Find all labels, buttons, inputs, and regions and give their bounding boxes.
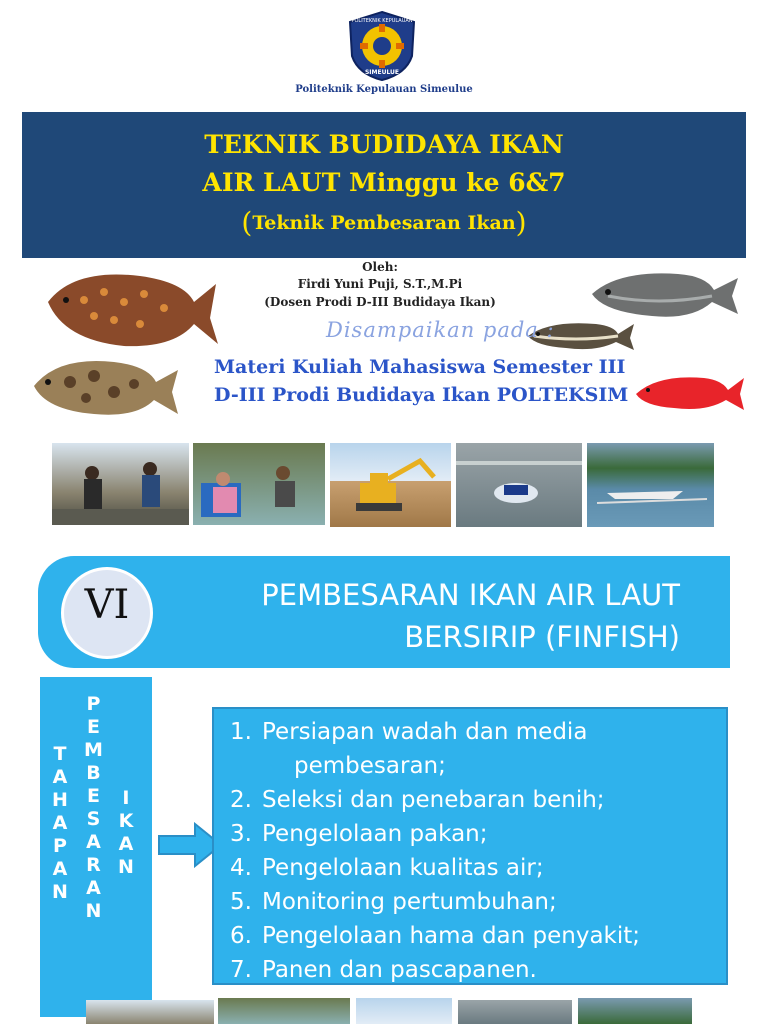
side-word-ikan: I K A N <box>118 787 134 878</box>
photo-pond-workers <box>193 443 325 525</box>
photo-excavator <box>330 443 451 527</box>
photo-pond-bottom <box>218 998 350 1024</box>
title-line-3 <box>22 206 746 239</box>
photo-boat <box>587 443 714 527</box>
side-word-pembesaran: P E M B E S A R A N <box>84 693 103 922</box>
list-item: 6. Pengelolaan hama dan penyakit; <box>230 923 641 949</box>
seabass-fish-image <box>588 266 740 322</box>
steps-list <box>230 715 640 987</box>
red-snapper-image <box>634 372 746 412</box>
photo-aerators <box>456 443 582 527</box>
side-vertical-label <box>40 677 152 1017</box>
list-item: 2. Seleksi dan penebaran benih; <box>230 787 605 813</box>
section-title-line-2: BERSIRIP (FINFISH) <box>404 620 680 654</box>
tiger-grouper-image <box>30 352 180 422</box>
photo-fishermen-bottom <box>86 1000 214 1024</box>
list-item: 5. Monitoring pertumbuhan; <box>230 889 557 915</box>
list-item: 3. Pengelolaan pakan; <box>230 821 488 847</box>
title-banner <box>22 112 746 258</box>
photo-fishermen <box>52 443 189 525</box>
photo-aerators-bottom <box>458 1000 572 1024</box>
materi-line-2: D-III Prodi Budidaya Ikan POLTEKSIM <box>214 384 629 406</box>
side-word-tahapan: T A H A P A N <box>52 743 68 903</box>
grouper-fish-image <box>44 262 220 358</box>
institution-name: Politeknik Kepulauan Simeulue <box>295 84 473 95</box>
logo-top-text: POLITEKNIK KEPULAUAN <box>351 18 413 24</box>
title-line-2: AIR LAUT Minggu ke 6&7 <box>202 168 566 197</box>
photo-excavator-bottom <box>356 998 452 1024</box>
title-subtitle: Teknik Pembesaran Ikan <box>252 212 516 234</box>
steps-box <box>212 707 728 985</box>
title-paren-open: ( <box>241 206 253 239</box>
delivered-label: Disampaikan pada : <box>326 318 555 342</box>
list-item: pembesaran; <box>294 753 446 779</box>
title-paren-close: ) <box>515 206 527 239</box>
photo-boat-bottom <box>578 998 692 1024</box>
list-item: 4. Pengelolaan kualitas air; <box>230 855 544 881</box>
author-by-label: Oleh: <box>362 260 398 274</box>
materi-line-1: Materi Kuliah Mahasiswa Semester III <box>214 356 626 378</box>
author-name: Firdi Yuni Puji, S.T.,M.Pi <box>297 277 463 291</box>
author-role: (Dosen Prodi D-III Budidaya Ikan) <box>264 295 496 309</box>
institution-logo <box>346 10 418 82</box>
section-title-line-1: PEMBESARAN IKAN AIR LAUT <box>261 578 680 612</box>
list-item: 1. Persiapan wadah dan media <box>230 719 588 745</box>
logo-bottom-text: SIMEULUE <box>364 69 400 76</box>
title-line-1: TEKNIK BUDIDAYA IKAN <box>204 130 564 159</box>
list-item: 7. Panen dan pascapanen. <box>230 957 537 983</box>
section-number: VI <box>84 582 130 628</box>
